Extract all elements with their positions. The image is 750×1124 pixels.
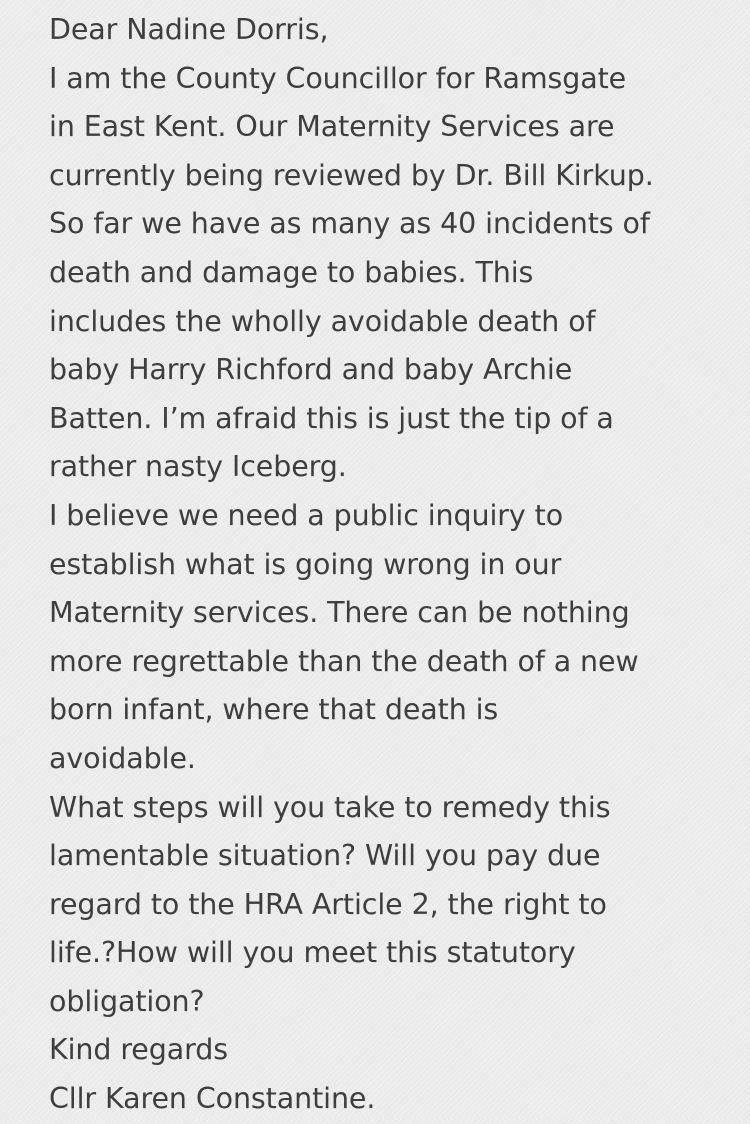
letter-line: avoidable. (49, 741, 196, 775)
letter-line: born infant, where that death is (49, 693, 499, 727)
letter-line: I believe we need a public inquiry to (49, 498, 564, 532)
letter-line: What steps will you take to remedy this (49, 790, 611, 824)
letter-line: death and damage to babies. This (49, 255, 534, 289)
letter-line: establish what is going wrong in our (49, 547, 562, 581)
letter-line: life.?How will you meet this statutory (49, 936, 576, 970)
letter-line: lamentable situation? Will you pay due (49, 839, 601, 873)
letter-line: more regrettable than the death of a new (49, 644, 639, 678)
letter-line: in East Kent. Our Maternity Services are (49, 110, 615, 144)
signature: Cllr Karen Constantine. (49, 1082, 376, 1116)
letter-body (49, 6, 739, 1124)
letter-line: includes the wholly avoidable death of (49, 304, 596, 338)
letter-line: Maternity services. There can be nothing (49, 596, 630, 630)
letter-line: I am the County Councillor for Ramsgate (49, 61, 627, 95)
salutation: Dear Nadine Dorris, (49, 13, 329, 46)
letter-line: Batten. I’m afraid this is just the tip of a (49, 401, 614, 435)
letter-line: currently being reviewed by Dr. Bill Kirkup. (49, 158, 654, 192)
letter-line: So far we have as many as 40 incidents of (49, 207, 650, 241)
closing: Kind regards (49, 1033, 228, 1067)
letter-line: rather nasty Iceberg. (49, 450, 347, 484)
letter-line: baby Harry Richford and baby Archie (49, 353, 573, 387)
letter-line: obligation? (49, 984, 205, 1018)
letter-line: regard to the HRA Article 2, the right to (49, 887, 607, 921)
